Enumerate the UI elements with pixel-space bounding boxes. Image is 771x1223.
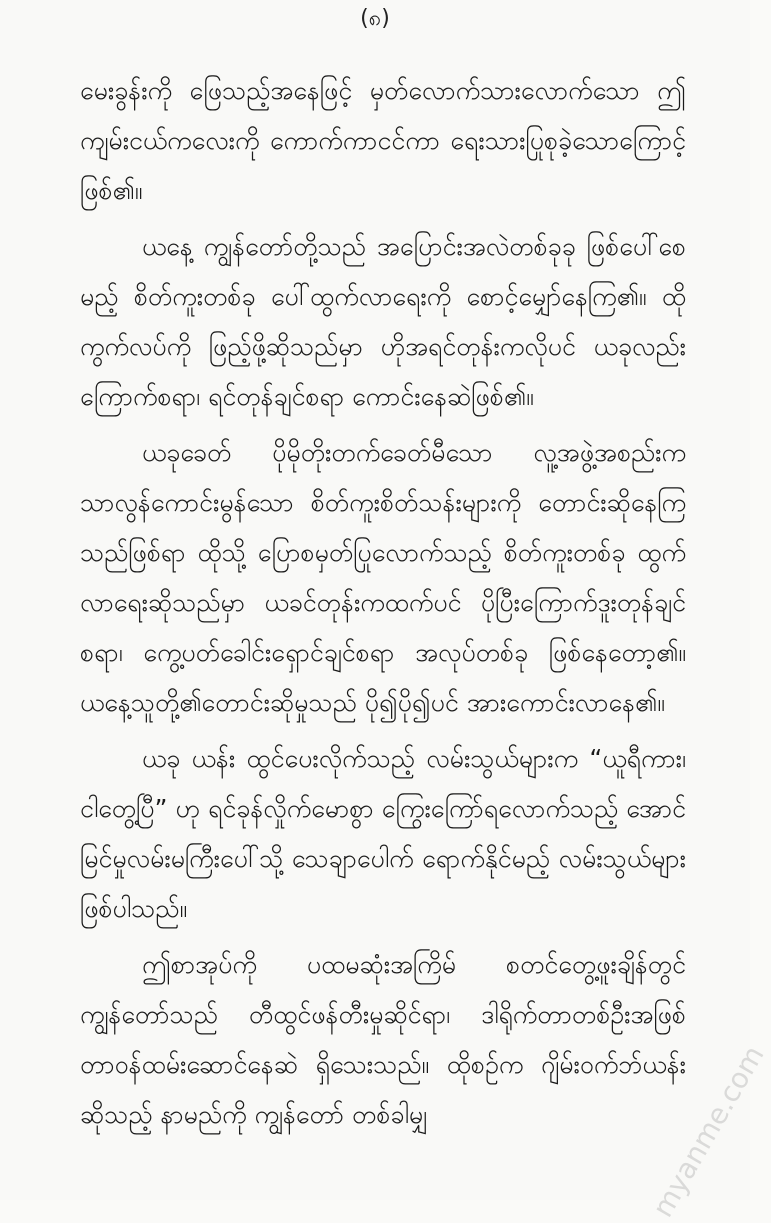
paragraph: ဤစာအုပ်ကို ပထမဆုံးအကြိမ် စတင်တွေ့ဖူးချိန်တွင် ကျွန်တော်သည် တီထွင်ဖန်တီးမှုဆိုင်ရာ၊ ဒါရိုက်တာတစ်ဦးအဖြစ် တာဝန်ထမ်းဆောင်နေဆဲ ရှိသေးသည်။ ထိုစဉ်က ဂျိမ်းဝက်ဘ်ယန်း ဆိုသည့် နာမည်ကို ကျွန်တော် တစ်ခါမျှ [80,950,686,1129]
paragraph: ယနေ့ ကျွန်တော်တို့သည် အပြောင်းအလဲတစ်ခုခု ဖြစ်ပေါ်စေမည့် စိတ်ကူးတစ်ခု ပေါ်ထွက်လာရေးကို စောင့်မျှော်နေကြ၏။ ထိုကွက်လပ်ကို ဖြည့်ဖို့ဆိုသည်မှာ ဟိုအရင်တုန်းကလိုပင် ယခုလည်း ကြောက်စရာ၊ ရင်တုန်ချင်စရာ ကောင်းနေဆဲဖြစ်၏။ [80,232,686,411]
body-text [80,66,686,1146]
paragraph: ယခုခေတ် ပိုမိုတိုးတက်ခေတ်မီသော လူ့အဖွဲ့အစည်းက သာလွန်ကောင်းမွန်သော စိတ်ကူးစိတ်သန်းများကို တောင်းဆိုနေကြသည်ဖြစ်ရာ ထိုသို့ ပြောစမှတ်ပြုလောက်သည့် စိတ်ကူးတစ်ခု ထွက်လာရေးဆိုသည်မှာ ယခင်တုန်းကထက်ပင် ပိုပြီးကြောက်ဒူးတုန်ချင်စရာ၊ ကွေ့ပတ်ခေါင်းရှောင်ချင်စရာ အလုပ်တစ်ခု ဖြစ်နေတော့၏။ ယနေ့သူတို့၏တောင်းဆိုမှုသည် ပို၍ပို၍ပင် အားကောင်းလာနေ၏။ [80,438,686,717]
watermark: myanme.com [646,1040,771,1223]
page-number: (၈) [360,6,390,31]
paragraph: မေးခွန်းကို ဖြေသည့်အနေဖြင့် မှတ်လောက်သားလောက်သော ဤကျမ်းငယ်ကလေးကို ကောက်ကာငင်ကာ ရေးသားပြုစုခဲ့သောကြောင့် ဖြစ်၏။ [80,76,686,205]
paragraph: ယခု ယန်း ထွင်ပေးလိုက်သည့် လမ်းသွယ်များက “ယူရီကား၊ ငါတွေ့ပြီ” ဟု ရင်ခုန်လှိုက်မောစွာ ကြွေးကြော်ရလောက်သည့် အောင် မြင်မှုလမ်းမကြီးပေါ်သို့ သေချာပေါက် ရောက်နိုင်မည့် လမ်းသွယ်များ ဖြစ်ပါသည်။ [80,744,686,923]
